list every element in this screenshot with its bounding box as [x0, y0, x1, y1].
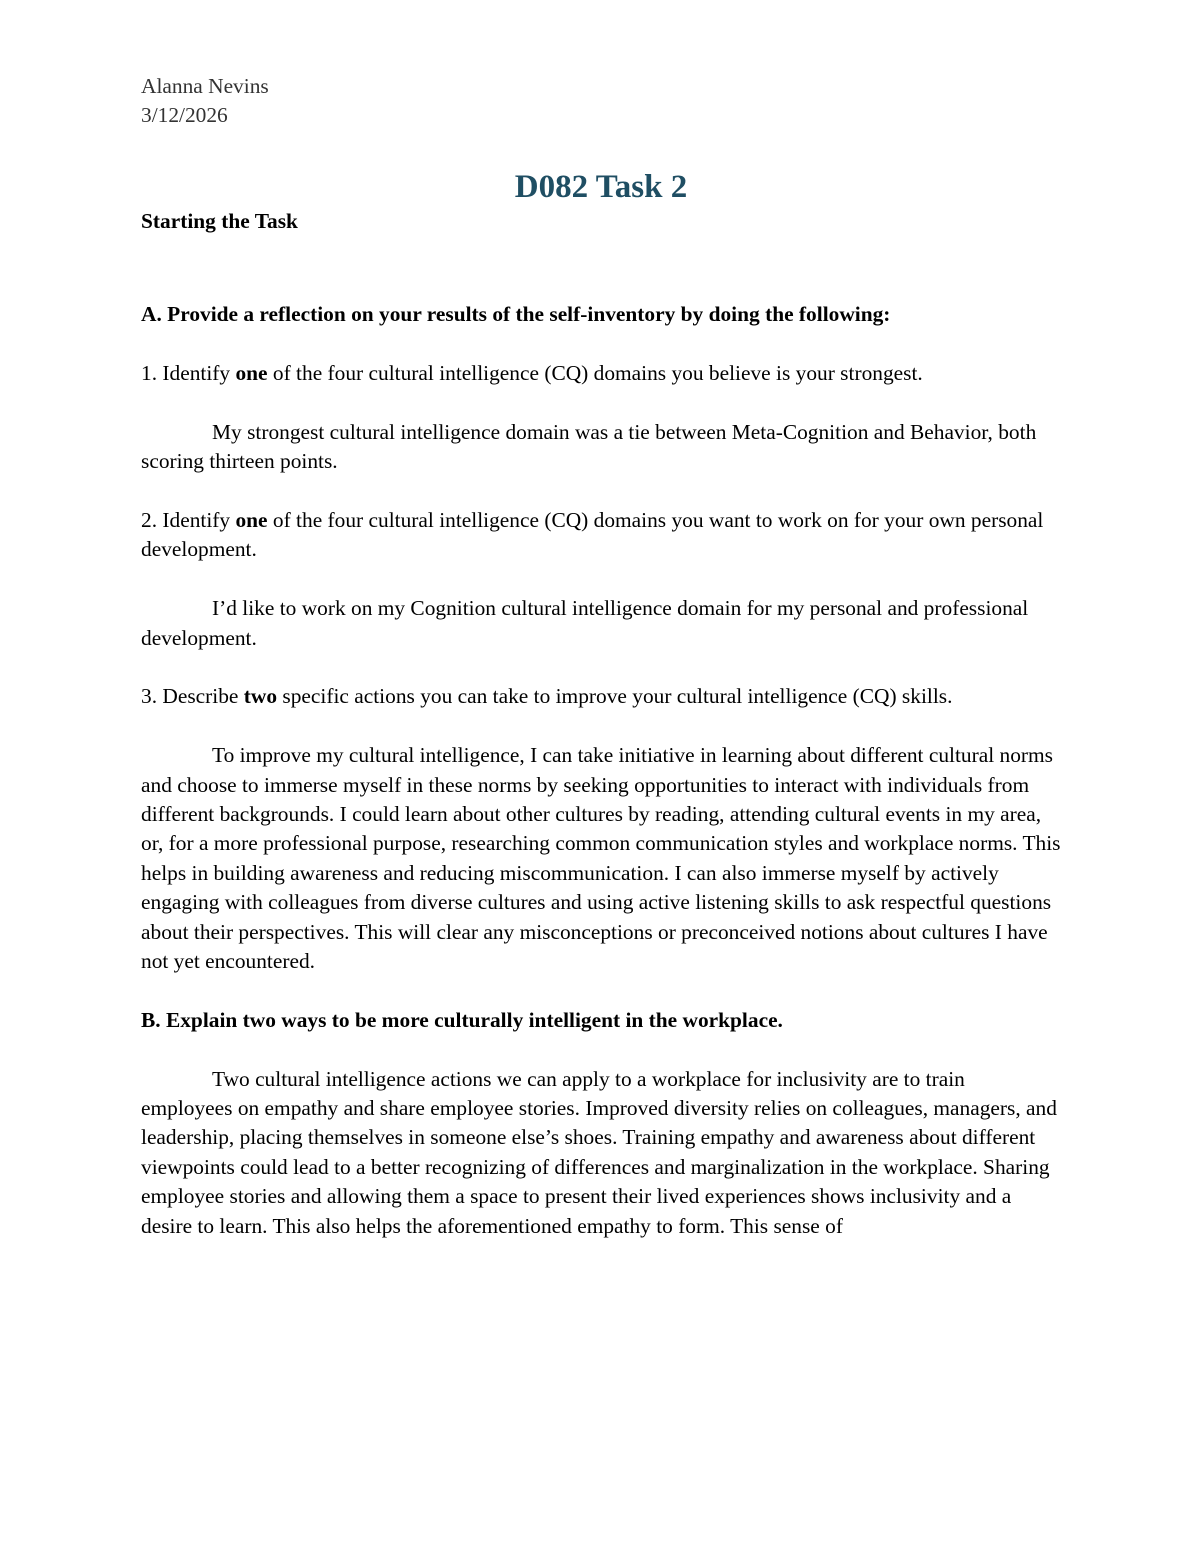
question-3: [141, 682, 1061, 711]
document-title: D082 Task 2: [514, 168, 688, 205]
starting-heading: Starting the Task: [141, 208, 298, 233]
answer-1: My strongest cultural intelligence domain was a tie between Meta-Cognition and Behavior, both scoring thirteen points.: [141, 419, 1037, 474]
spacer: [141, 712, 1061, 741]
spacer: [141, 388, 1061, 417]
spacer: [141, 653, 1061, 682]
spacer: [141, 236, 1061, 300]
spacer: [141, 477, 1061, 506]
question-3-prefix: 3. Describe: [141, 684, 244, 709]
question-3-emphasis: two: [243, 684, 278, 709]
question-1-prefix: 1. Identify: [141, 361, 236, 386]
question-2-suffix: of the four cultural intelligence (CQ) domains you want to work on for your own personal development.: [141, 508, 1044, 562]
question-1-suffix: of the four cultural intelligence (CQ) domains you believe is your strongest.: [267, 361, 923, 386]
section-a-heading: A. Provide a reflection on your results of the self-inventory by doing the following:: [141, 302, 891, 327]
question-3-suffix: specific actions you can take to improve your cultural intelligence (CQ) skills.: [277, 684, 953, 709]
question-1: [141, 359, 1061, 388]
answer-3: To improve my cultural intelligence, I can take initiative in learning about different cultural norms and choose to immerse myself in these norms by seeking opportunities to interact with individuals from different backgrounds. I could learn about other cultures by reading, attending cultural events in my area, or, for a more professional purpose, researching common communication styles and workplace norms. This helps in building awareness and reducing miscommunication. I can also immerse myself by actively engaging with colleagues from diverse cultures and using active listening skills to ask respectful questions about their perspectives. This will clear any misconceptions or preconceived notions about cultures I have not yet encountered.: [141, 743, 1061, 974]
answer-2: I’d like to work on my Cognition cultural intelligence domain for my personal and professional development.: [141, 596, 1029, 650]
spacer: [141, 976, 1061, 1005]
section-b-answer: Two cultural intelligence actions we can apply to a workplace for inclusivity are to train employees on empathy and share employee stories. Improved diversity relies on colleagues, managers, and leadership, placing themselves in someone else’s shoes. Training empathy and awareness about different viewpoints could lead to a better recognizing of differences and marginalization in the workplace. Sharing employee stories and allowing them a space to present their lived experiences shows inclusivity and a desire to learn. This also helps the aforementioned empathy to form. This sense of: [141, 1066, 1057, 1238]
author-name: Alanna Nevins: [141, 74, 269, 98]
spacer: [141, 565, 1061, 594]
question-2-emphasis: one: [235, 508, 268, 533]
question-2: [141, 506, 1061, 565]
spacer: [141, 330, 1061, 359]
document-date: 3/12/2026: [141, 103, 228, 128]
question-2-prefix: 2. Identify: [141, 508, 236, 533]
section-b-heading: B. Explain two ways to be more culturally intelligent in the workplace.: [141, 1007, 783, 1032]
question-1-emphasis: one: [235, 361, 268, 386]
document-body: [141, 72, 1061, 1241]
spacer: [141, 1035, 1061, 1064]
